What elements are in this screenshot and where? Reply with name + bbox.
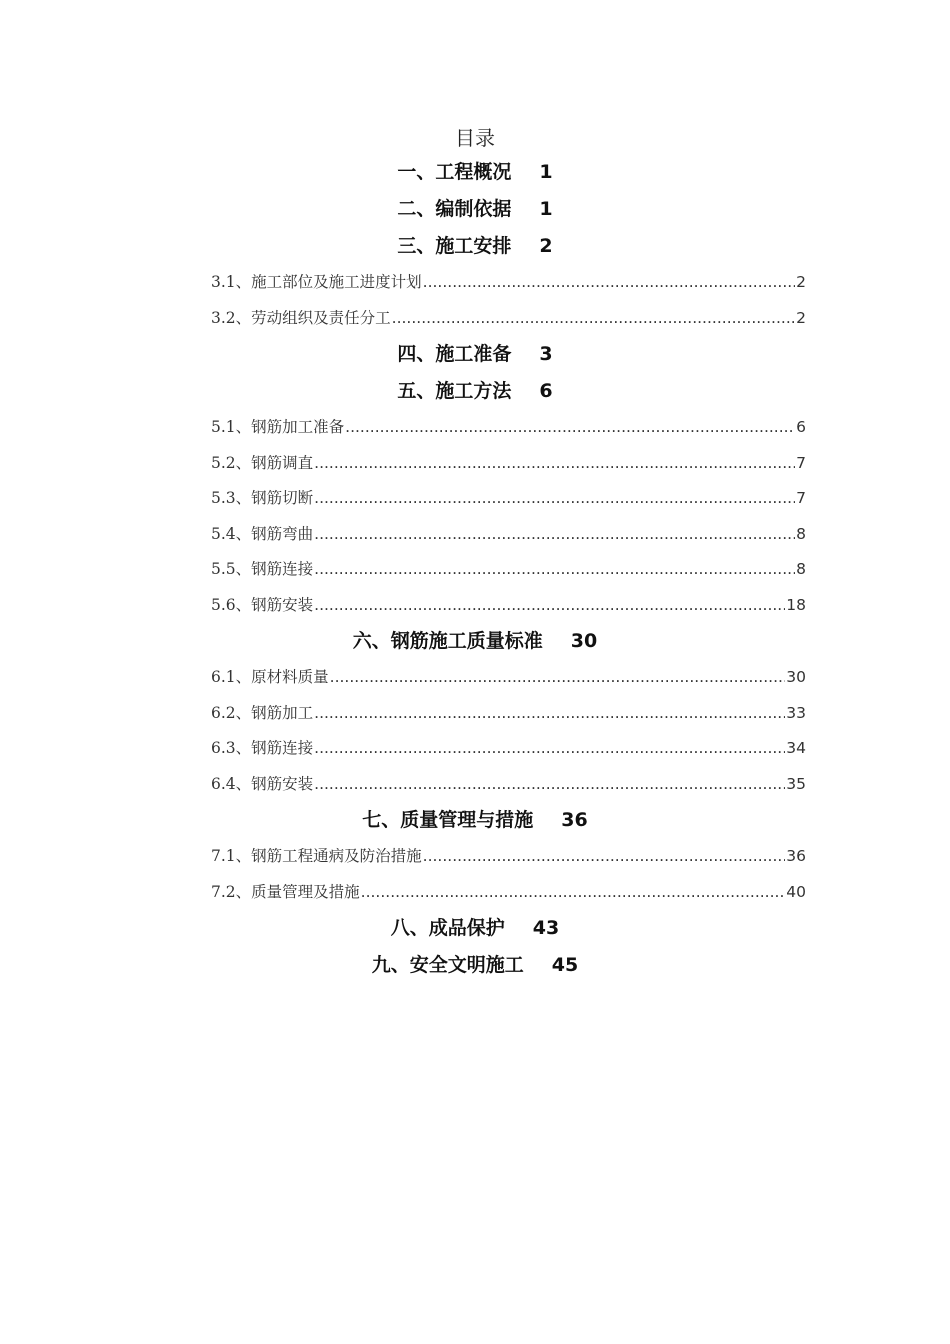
toc-dot-leader [330,660,786,696]
toc-entry-page-number: 36 [786,847,806,865]
toc-subsection-entry[interactable] [0,517,950,553]
toc-entry-label: 6.4、钢筋安装 [211,774,314,793]
toc-subsection-entry[interactable] [0,588,950,624]
toc-entry-label: 五、施工方法 [397,380,512,402]
toc-dot-leader [314,552,795,588]
toc-entry-page-number: 45 [551,954,579,976]
toc-subsection-entry[interactable] [0,696,950,732]
toc-entry-label: 7.1、钢筋工程通病及防治措施 [211,847,422,865]
toc-heading-entry[interactable] [0,802,950,839]
toc-heading-entry[interactable] [0,191,950,228]
toc-entry-page-number: 36 [561,809,588,831]
toc-dot-leader [314,517,795,553]
toc-entry-label: 5.3、钢筋切断 [211,489,314,507]
toc-dot-leader [314,481,795,517]
table-of-contents [0,154,950,984]
toc-subsection-entry[interactable] [0,481,950,517]
toc-dot-leader [392,301,795,337]
toc-subsection-entry[interactable] [0,839,950,875]
toc-heading-entry[interactable] [0,373,950,410]
toc-subsection-entry[interactable] [0,265,950,301]
toc-entry-page-number: 8 [796,560,806,578]
toc-entry-label: 八、成品保护 [390,917,505,939]
toc-entry-label: 7.2、质量管理及措施 [211,882,360,901]
toc-dot-leader [361,875,786,911]
toc-dot-leader [423,839,786,875]
toc-entry-label: 6.2、钢筋加工 [211,703,314,722]
toc-subsection-entry[interactable] [0,552,950,588]
toc-entry-page-number: 7 [796,453,806,472]
toc-entry-page-number: 18 [786,595,806,614]
toc-entry-label: 5.2、钢筋调直 [211,453,314,472]
toc-entry-page-number: 8 [796,524,806,543]
toc-subsection-entry[interactable] [0,660,950,696]
toc-dot-leader [314,588,785,624]
toc-heading-entry[interactable] [0,910,950,947]
toc-dot-leader [345,410,795,446]
toc-entry-label: 三、施工安排 [397,235,512,257]
toc-entry-page-number: 1 [539,161,553,183]
toc-entry-page-number: 2 [796,273,806,291]
toc-dot-leader [314,446,795,482]
toc-entry-page-number: 2 [539,235,553,257]
toc-heading-entry[interactable] [0,947,950,984]
toc-entry-label: 3.2、劳动组织及责任分工 [211,308,391,327]
toc-dot-leader [423,265,795,301]
toc-entry-label: 5.4、钢筋弯曲 [211,524,314,543]
toc-entry-page-number: 34 [786,739,806,757]
toc-subsection-entry[interactable] [0,410,950,446]
toc-heading-entry[interactable] [0,623,950,660]
toc-heading-entry[interactable] [0,336,950,373]
toc-subsection-entry[interactable] [0,446,950,482]
toc-title: 目录 [455,126,495,150]
toc-entry-page-number: 7 [796,489,806,507]
toc-subsection-entry[interactable] [0,875,950,911]
toc-subsection-entry[interactable] [0,301,950,337]
toc-entry-label: 3.1、施工部位及施工进度计划 [211,273,422,291]
toc-entry-page-number: 6 [539,380,553,402]
toc-heading-entry[interactable] [0,228,950,265]
toc-entry-label: 一、工程概况 [397,161,512,183]
toc-entry-label: 5.6、钢筋安装 [211,595,314,614]
toc-entry-page-number: 40 [786,882,806,901]
toc-entry-label: 七、质量管理与措施 [362,809,534,831]
toc-entry-label: 6.1、原材料质量 [211,668,329,686]
toc-entry-page-number: 2 [796,308,806,327]
toc-entry-label: 5.1、钢筋加工准备 [211,418,345,436]
toc-heading-entry[interactable] [0,154,950,191]
toc-dot-leader [314,767,785,803]
toc-entry-label: 九、安全文明施工 [371,954,524,976]
toc-entry-label: 六、钢筋施工质量标准 [352,630,543,652]
toc-entry-page-number: 30 [570,630,598,652]
toc-entry-page-number: 35 [786,774,806,793]
toc-subsection-entry[interactable] [0,767,950,803]
toc-entry-label: 6.3、钢筋连接 [211,739,314,757]
toc-entry-label: 四、施工准备 [397,343,512,365]
toc-subsection-entry[interactable] [0,731,950,767]
toc-entry-page-number: 1 [539,198,553,220]
toc-dot-leader [314,731,785,767]
toc-entry-page-number: 30 [786,668,806,686]
toc-entry-page-number: 43 [532,917,560,939]
toc-entry-page-number: 6 [796,418,806,436]
toc-entry-label: 二、编制依据 [397,198,512,220]
toc-entry-label: 5.5、钢筋连接 [211,560,314,578]
toc-entry-page-number: 3 [539,343,553,365]
toc-entry-page-number: 33 [786,703,806,722]
toc-dot-leader [314,696,785,732]
